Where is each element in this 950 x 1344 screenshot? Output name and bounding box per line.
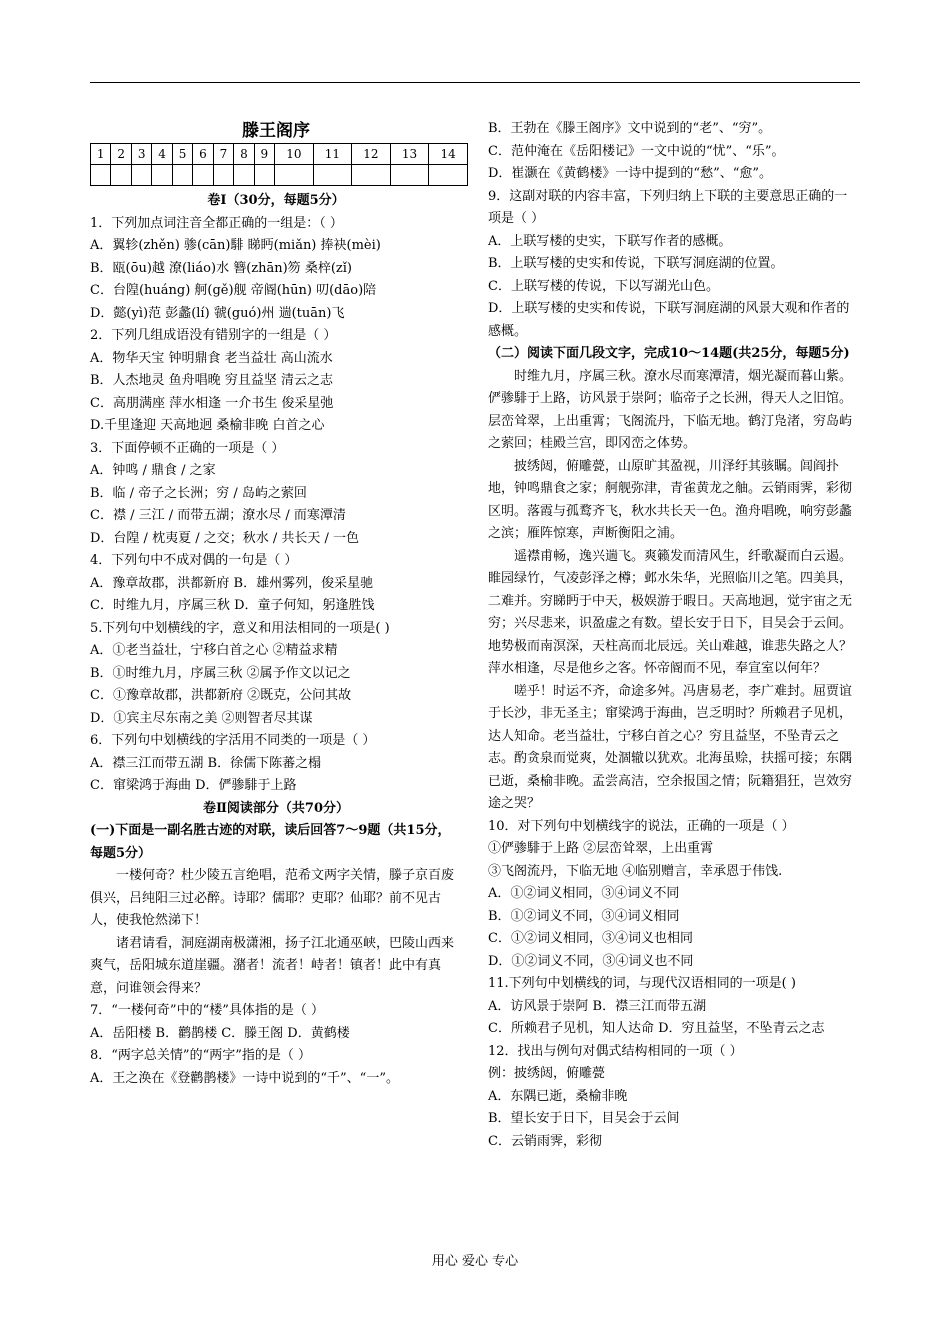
question-line: B．①②词义不同，③④词义相同: [488, 908, 680, 924]
question-line: ③飞阁流丹，下临无地 ④临别赠言，幸承恩于伟饯.: [488, 863, 783, 879]
grid-number-cell: 10: [275, 144, 314, 165]
question-line: 9．这副对联的内容丰富，下列归纳上下联的主要意思正确的一项是（ ）: [488, 188, 848, 226]
question-line: 3．下面停顿不正确的一项是（ ）: [90, 440, 285, 456]
question-line: 7．“一楼何奇”中的“楼”具体指的是（ ）: [90, 1003, 324, 1018]
grid-answer-cell: [111, 165, 131, 186]
question-line: A．东隅已逝，桑榆非晚: [488, 1088, 628, 1104]
left-column: [90, 118, 462, 1090]
reading-passage: 嗟乎！时运不齐，命途多舛。冯唐易老，李广难封。屈贾谊于长沙，非无圣主；窜梁鸿于海曲，岂乏明时？所赖君子见机，达人知命。老当益壮，宁移白首之心？穷且益坚，不坠青云之志。酌贪泉而觉爽，处涸辙以犹欢。北海虽赊，扶摇可接；东隅已逝，桑榆非晚。孟尝高洁，空余报国之情；阮籍猖狂，岂效穷途之哭？: [488, 683, 853, 811]
grid-answer-cell: [352, 165, 391, 186]
question-line: 例：披绣闼，俯雕甍: [488, 1066, 606, 1081]
question-line: ①俨骖騑于上路 ②层峦耸翠，上出重霄: [488, 841, 714, 856]
reading-passage: 诸君请看，洞庭湖南极潇湘，扬子江北通巫峡，巴陵山西来爽气，岳阳城东道崖疆。潴者！流者！峙者！镇者！此中有真意，问谁领会得来？: [90, 935, 455, 996]
grid-number-cell: 14: [429, 144, 468, 165]
question-line: A．上联写楼的史实，下联写作者的感概。: [488, 233, 732, 249]
grid-number-cell: 2: [111, 144, 131, 165]
question-line: A．襟三江而带五湖 B．徐儒下陈蕃之榻: [90, 755, 322, 771]
question-line: D．台隍 / 枕夷夏 / 之交；秋水 / 共长天 / 一色: [90, 530, 360, 546]
grid-answer-cell: [131, 165, 151, 186]
grid-number-cell: 4: [152, 144, 172, 165]
question-line: B．王勃在《滕王阁序》文中说到的“老”、“穷”。: [488, 121, 772, 136]
question-line: C．高朋满座 萍水相逢 一介书生 俊采星弛: [90, 395, 334, 411]
question-line: D．懿(yì)范 彭蠡(lí) 虢(guó)州 遄(tuān)飞: [90, 305, 345, 321]
question-line: 4．下列句中不成对偶的一句是（ ）: [90, 553, 298, 568]
question-line: B．临 / 帝子之长洲；穷 / 岛屿之萦回: [90, 485, 307, 501]
question-line: A．①老当益壮，宁移白首之心 ②精益求精: [90, 643, 338, 658]
question-line: B．人杰地灵 鱼舟唱晚 穷且益坚 清云之志: [90, 373, 333, 388]
grid-answer-cell: [152, 165, 172, 186]
reading-instruction: （二）阅读下面几段文字，完成10～14题(共25分，每题5分): [488, 346, 850, 361]
reading-passage: 遥襟甫畅，逸兴遄飞。爽籁发而清风生，纤歌凝而白云遏。睢园绿竹，气凌彭泽之樽；邺水朱华，光照临川之笔。四美具，二难并。穷睇眄于中天，极娱游于暇日。天高地迥，觉宇宙之无穷；兴尽悲来，识盈虚之有数。望长安于日下，目吴会于云间。地势极而南溟深，天柱高而北辰远。关山难越，谁悲失路之人？萍水相逢，尽是他乡之客。怀帝阍而不见，奉宣室以何年？: [488, 548, 853, 676]
question-line: 5.下列句中划横线的字，意义和用法相同的一项是( ): [90, 620, 390, 636]
question-line: D．①②词义不同，③④词义也不同: [488, 953, 694, 969]
question-line: C．襟 / 三江 / 而带五湖；潦水尽 / 而寒潭清: [90, 508, 346, 523]
grid-answer-cell: [193, 165, 213, 186]
grid-number-cell: 12: [352, 144, 391, 165]
question-line: C．上联写楼的传说，下以写湖光山色。: [488, 278, 719, 294]
question-line: C．窜梁鸿于海曲 D．俨骖騑于上路: [90, 778, 297, 793]
right-column: [488, 118, 860, 1153]
grid-answer-cell: [254, 165, 274, 186]
question-line: B．上联写楼的史实和传说，下联写洞庭湖的位置。: [488, 256, 784, 271]
question-line: B．望长安于日下，目吴会于云间: [488, 1111, 680, 1126]
question-line: D．上联写楼的史实和传说，下联写洞庭湖的风景大观和作者的感概。: [488, 301, 850, 339]
question-line: C．①②词义相同，③④词义也相同: [488, 931, 693, 946]
question-line: C．①豫章故郡，洪都新府 ②既克，公问其故: [90, 688, 352, 703]
question-line: D．①宾主尽东南之美 ②则智者尽其谋: [90, 710, 313, 726]
question-line: 2．下列几组成语没有错别字的一组是（ ）: [90, 328, 337, 343]
grid-number-cell: 6: [193, 144, 213, 165]
question-line: A．王之涣在《登鹳鹊楼》一诗中说到的“千”、“一”。: [90, 1070, 399, 1086]
question-line: A．访风景于崇阿 B．襟三江而带五湖: [488, 998, 707, 1014]
grid-number-cell: 7: [213, 144, 233, 165]
question-line: 1．下列加点词注音全都正确的一组是：（ ）: [90, 215, 343, 231]
question-line: D.千里逢迎 天高地迥 桑榆非晚 白首之心: [90, 418, 325, 433]
top-rule: [90, 82, 860, 83]
question-line: C．云销雨霁，彩彻: [488, 1133, 602, 1149]
page-footer: 用心 爱心 专心: [431, 1254, 519, 1269]
grid-number-cell: 5: [172, 144, 192, 165]
grid-answer-cell: [275, 165, 314, 186]
question-line: A．翼轸(zhěn) 骖(cān)騑 睇眄(miǎn) 捧袂(mèi): [90, 238, 381, 253]
question-line: 6．下列句中划横线的字活用不同类的一项是（ ）: [90, 733, 376, 748]
question-line: 10．对下列句中划横线字的说法，正确的一项是（ ）: [488, 818, 795, 834]
question-line: C．台隍(huáng) 舸(gě)舰 帝阍(hūn) 叨(dāo)陪: [90, 283, 377, 298]
question-line: 8．“两字总关情”的“两字”指的是（ ）: [90, 1048, 311, 1063]
grid-number-cell: 1: [91, 144, 111, 165]
grid-number-cell: 9: [254, 144, 274, 165]
reading-instruction: (一)下面是一副名胜古迹的对联，读后回答7～9题（共15分，每题5分）: [90, 823, 451, 861]
grid-answer-cell: [172, 165, 192, 186]
reading-passage: 一楼何奇？杜少陵五言绝唱，范希文两字关情，滕子京百废俱兴，吕纯阳三过必醉。诗耶？儒耶？吏耶？仙耶？前不见古人，使我怆然涕下！: [90, 868, 455, 928]
page-title: 滕王阁序: [242, 121, 310, 141]
section-heading: 卷Ⅰ（30分，每题5分）: [207, 193, 345, 208]
question-line: C．时维九月，序属三秋 D．童子何知，躬逢胜饯: [90, 598, 375, 613]
grid-number-cell: 11: [313, 144, 352, 165]
grid-number-cell: 8: [234, 144, 254, 165]
question-line: 11.下列句中划横线的词，与现代汉语相同的一项是( ): [488, 976, 796, 991]
question-line: A．物华天宝 钟明鼎食 老当益壮 高山流水: [90, 350, 333, 366]
question-line: C．范仲淹在《岳阳楼记》一文中说的“忧”、“乐”。: [488, 143, 785, 159]
question-line: B．①时维九月，序属三秋 ②属予作文以记之: [90, 665, 351, 681]
question-line: C．所赖君子见机，知人达命 D．穷且益坚，不坠青云之志: [488, 1021, 825, 1036]
question-line: D．崔灏在《黄鹤楼》一诗中提到的“愁”、“愈”。: [488, 166, 773, 181]
question-line: A．钟鸣 / 鼎食 / 之家: [90, 463, 216, 478]
answer-grid: [90, 143, 468, 186]
reading-passage: 时维九月，序属三秋。潦水尽而寒潭清，烟光凝而暮山紫。俨骖騑于上路，访风景于崇阿；临帝子之长洲，得天人之旧馆。层峦耸翠，上出重霄；飞阁流丹，下临无地。鹤汀凫渚，穷岛屿之萦回；桂殿兰宫，即冈峦之体势。: [488, 368, 853, 451]
question-line: A．①②词义相同，③④词义不同: [488, 886, 680, 901]
question-line: A．岳阳楼 B．鹳鹊楼 C．滕王阁 D．黄鹤楼: [90, 1025, 350, 1041]
question-line: A．豫章故郡，洪都新府 B．雄州雾列，俊采星驰: [90, 575, 374, 591]
grid-number-cell: 13: [390, 144, 429, 165]
grid-answer-cell: [234, 165, 254, 186]
question-line: B．瓯(ōu)越 潦(liáo)水 簪(zhān)笏 桑梓(zǐ): [90, 260, 352, 276]
grid-answer-cell: [213, 165, 233, 186]
reading-passage: 披绣闼，俯雕甍，山原旷其盈视，川泽纡其骇瞩。闾阎扑地，钟鸣鼎食之家；舸舰弥津，青雀黄龙之舳。云销雨霁，彩彻区明。落霞与孤鹜齐飞，秋水共长天一色。渔舟唱晚，响穷彭蠡之滨；雁阵惊寒，声断衡阳之浦。: [488, 458, 853, 541]
grid-number-cell: 3: [131, 144, 151, 165]
section-heading: 卷Ⅱ阅读部分（共70分）: [202, 800, 350, 816]
question-line: 12．找出与例句对偶式结构相同的一项（ ）: [488, 1043, 743, 1059]
grid-answer-cell: [313, 165, 352, 186]
grid-answer-cell: [390, 165, 429, 186]
grid-answer-cell: [429, 165, 468, 186]
grid-answer-cell: [91, 165, 111, 186]
